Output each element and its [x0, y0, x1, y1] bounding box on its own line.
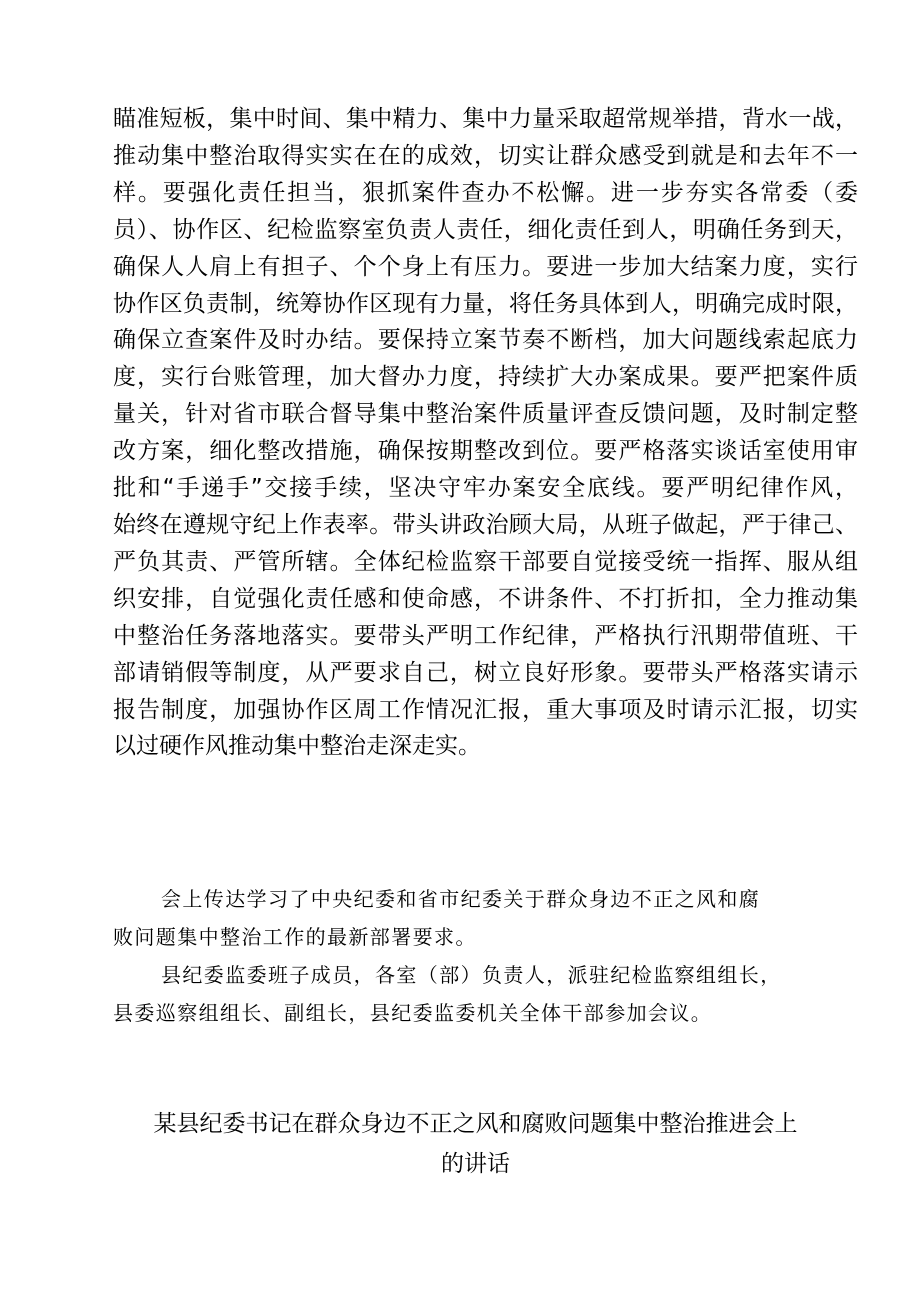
body-line-7: 确保立查案件及时办结。要保持立案节奏不断档，加大问题线索起底力: [113, 327, 858, 354]
body-line-2: 推动集中整治取得实实在在的成效，切实让群众感受到就是和去年不一: [113, 142, 858, 169]
body-line-13: 严负其责、严管所辖。全体纪检监察干部要自觉接受统一指挥、服从组: [113, 548, 858, 575]
body-line-18: 以过硬作风推动集中整治走深走实。: [113, 733, 481, 760]
body-line-10: 改方案，细化整改措施，确保按期整改到位。要严格落实谈话室使用审: [113, 438, 858, 465]
meeting-note: [113, 880, 833, 1032]
body-line-14: 织安排，自觉强化责任感和使命感，不讲条件、不打折扣，全力推动集: [113, 585, 858, 612]
body-line-8: 度，实行台账管理，加大督办力度，持续扩大办案成果。要严把案件质: [113, 364, 858, 391]
body-line-1: 瞄准短板，集中时间、集中精力、集中力量采取超常规举措，背水一战，: [113, 106, 858, 132]
note-line-2: 败问题集中整治工作的最新部署要求。: [113, 925, 477, 949]
body-line-12: 始终在遵规守纪上作表率。带头讲政治顾大局，从班子做起，严于律己、: [113, 511, 858, 538]
title-line-1: 某县纪委书记在群众身边不正之风和腐败问题集中整治推进会上: [153, 1111, 798, 1137]
note-line-4: 县委巡察组组长、副组长，县纪委监委机关全体干部参加会议。: [113, 1001, 713, 1025]
note-line-3: 县纪委监委班子成员，各室（部）负责人，派驻纪检监察组组长，: [161, 963, 782, 987]
body-line-11: 批和“手递手”交接手续，坚决守牢办案安全底线。要严明纪律作风，: [113, 475, 858, 502]
body-line-3: 样。要强化责任担当，狠抓案件查办不松懈。进一步夯实各常委（委: [113, 179, 858, 206]
body-line-9: 量关，针对省市联合督导集中整治案件质量评查反馈问题，及时制定整: [113, 401, 858, 428]
body-line-15: 中整治任务落地落实。要带头严明工作纪律，严格执行汛期带值班、干: [113, 622, 858, 649]
body-line-4: 员）、协作区、纪检监察室负责人责任，细化责任到人，明确任务到天，: [113, 216, 858, 243]
title-line-2: 的讲话: [441, 1151, 510, 1177]
note-line-1: 会上传达学习了中央纪委和省市纪委关于群众身边不正之风和腐: [161, 887, 761, 911]
speech-body-paragraph: [113, 101, 858, 765]
body-line-16: 部请销假等制度，从严要求自己，树立良好形象。要带头严格落实请示: [113, 659, 858, 686]
speech-title: [113, 1104, 838, 1184]
body-line-5: 确保人人肩上有担子、个个身上有压力。要进一步加大结案力度，实行: [113, 253, 858, 280]
body-line-17: 报告制度，加强协作区周工作情况汇报，重大事项及时请示汇报，切实: [113, 696, 858, 723]
body-line-6: 协作区负责制，统筹协作区现有力量，将任务具体到人，明确完成时限，: [113, 290, 858, 317]
